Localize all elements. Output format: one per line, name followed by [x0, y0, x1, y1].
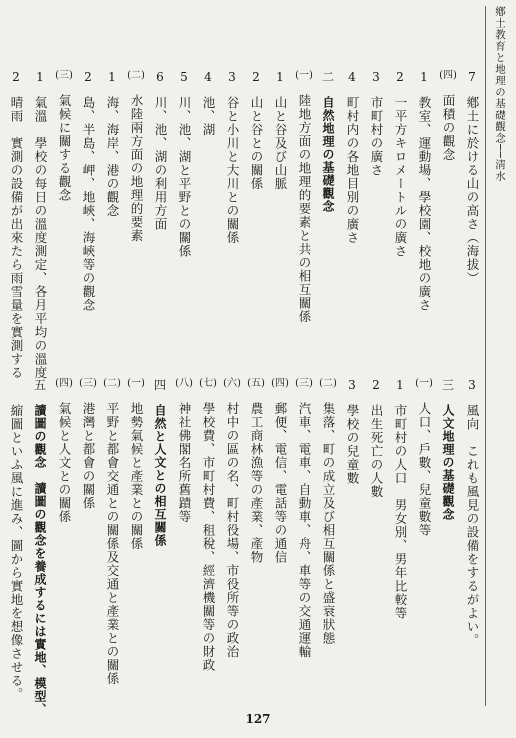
item-text: 川、池、湖の利用方面: [153, 96, 168, 231]
item-number: (六): [223, 378, 241, 389]
item-number: 2: [252, 70, 260, 84]
item-number: 2: [12, 70, 20, 84]
item-text: 鄕土に於ける山の高さ（海拔）: [465, 96, 480, 285]
text-column: [340, 378, 364, 703]
text-column: [196, 378, 220, 703]
text-column: [100, 378, 124, 703]
text-column: [76, 378, 100, 703]
item-text: 一平方キロメートルの廣さ: [393, 96, 408, 258]
text-column: [52, 378, 76, 703]
text-column: [124, 70, 148, 370]
item-text: 島、半島、岬、地峽、海峽等の觀念: [81, 96, 96, 312]
text-column: [28, 70, 52, 380]
text-column: [100, 70, 124, 370]
text-column: [268, 70, 292, 370]
item-number: (二): [319, 378, 337, 389]
item-number: (二): [103, 378, 121, 389]
item-number: (三): [55, 70, 73, 81]
text-column: [4, 378, 28, 703]
item-number: 1: [396, 378, 404, 392]
item-number: 3: [372, 70, 380, 84]
upper-text-block: [9, 70, 484, 380]
item-number: 3: [348, 378, 356, 392]
item-text: 農工商林漁等の產業、產物: [249, 402, 264, 564]
item-text: 學校の兒童數: [345, 404, 360, 485]
text-column: [76, 70, 100, 370]
text-column: [268, 378, 292, 703]
item-text: 市町村の人口 男女別、男年比較等: [393, 404, 408, 620]
item-text: 川、池、湖と平野との關係: [177, 96, 192, 258]
section-heading: 自然地理の基礎觀念: [321, 96, 335, 213]
item-text: 教室、運動場、學校園、校地の廣さ: [417, 96, 432, 312]
item-text: 地勢氣候と產業との關係: [129, 402, 144, 551]
item-text: 汽車、電車、自動車、舟、車等の交通運輸: [297, 402, 312, 659]
item-text: 市町村の廣さ: [369, 96, 384, 177]
item-number: (四): [55, 378, 73, 389]
item-number: 1: [36, 70, 44, 84]
item-text: 村中の區の名、町村役場、市役所等の政治: [225, 402, 240, 659]
item-number: 2: [396, 70, 404, 84]
text-column: [124, 378, 148, 703]
text-column: [52, 70, 76, 370]
item-text: 水陸兩方面の地理的要素: [129, 94, 144, 243]
page-number: 127: [245, 712, 271, 726]
text-column: [4, 70, 28, 380]
text-column: [388, 378, 412, 703]
text-column: [28, 378, 52, 716]
item-text: 集落、町の成立及び相互關係と盛衰狀態: [321, 402, 336, 645]
item-text: 氣候に關する觀念: [57, 94, 72, 202]
item-text: 池、湖: [201, 96, 216, 137]
item-number: 1: [108, 70, 116, 84]
section-number: 四: [153, 378, 166, 392]
item-number: (一): [127, 378, 145, 389]
item-number: 7: [468, 70, 476, 84]
item-number: 1: [276, 70, 284, 84]
section-number: 五: [33, 378, 46, 392]
item-text: 人口、戶數、兒童數等: [417, 402, 432, 537]
item-number: 6: [156, 70, 164, 84]
item-number: 3: [228, 70, 236, 84]
section-heading: 人文地理の基礎觀念: [441, 404, 455, 521]
item-text: 學校費、市町村費、租稅、經濟機關等の財政: [201, 402, 216, 672]
item-number: (七): [199, 378, 217, 389]
item-text: 面積の觀念: [441, 94, 456, 162]
text-column: [292, 70, 316, 370]
item-text: 谷と小川と大川との關係: [225, 96, 240, 245]
item-number: (三): [295, 378, 313, 389]
item-number: (三): [79, 378, 97, 389]
item-number: (一): [415, 378, 433, 389]
item-text: 港灣と都會の關係: [81, 402, 96, 510]
section-number: 三: [441, 378, 454, 392]
item-text: 晴雨 實測の設備が出來たら雨雪量を實測する: [9, 96, 24, 380]
text-column: [388, 70, 412, 370]
text-column: [244, 378, 268, 703]
item-number: 3: [468, 378, 476, 392]
item-number: 2: [372, 378, 380, 392]
item-number: 5: [180, 70, 188, 84]
item-number: (四): [271, 378, 289, 389]
text-column: [148, 378, 172, 703]
text-column: [220, 378, 244, 703]
item-text: 風向 これも風見の設備をするがよい。: [465, 404, 480, 647]
item-text: 郵便、電信、電話等の通信: [273, 402, 288, 564]
text-column: [364, 378, 388, 703]
item-number: (四): [439, 70, 457, 81]
text-column: [412, 378, 436, 703]
item-text: 氣候と人文との關係: [57, 402, 72, 524]
running-header: 鄕土教育と地理の基礎觀念──淸水: [494, 6, 506, 182]
item-text: 海、海岸、港の觀念: [105, 96, 120, 218]
text-column: [340, 70, 364, 370]
text-column: [436, 378, 460, 703]
text-column: [364, 70, 388, 370]
text-column: [148, 70, 172, 370]
item-number: (一): [295, 70, 313, 81]
text-column: [436, 70, 460, 370]
item-text: 町村内の各地目別の廣さ: [345, 96, 360, 245]
item-number: 4: [348, 70, 356, 84]
item-text: 縮圖といふ風に進み、圖から實地を想像させる。: [9, 404, 24, 701]
text-column: [244, 70, 268, 370]
text-column: [292, 378, 316, 703]
item-number: (五): [247, 378, 265, 389]
item-text: 出生死亡の人數: [369, 404, 384, 499]
text-column: [412, 70, 436, 370]
item-text: 氣溫 學校の每日の溫度測定、各月平均の溫度: [33, 96, 48, 380]
item-text: 平野と都會交通との關係及交通と產業との關係: [105, 402, 120, 686]
item-text: 陸地方面の地理的要素と共の相互關係: [297, 94, 312, 324]
item-number: 2: [84, 70, 92, 84]
text-column: [196, 70, 220, 370]
item-number: (二): [127, 70, 145, 81]
text-column: [316, 378, 340, 703]
text-column: [172, 378, 196, 703]
section-heading: 自然と人文との相互關係: [153, 404, 167, 547]
item-number: 4: [204, 70, 212, 84]
section-heading: 讀圖の觀念 讀圖の觀念を養成するには實地、模型、: [33, 404, 47, 716]
lower-text-block: [9, 378, 484, 716]
text-column: [316, 70, 340, 370]
item-text: 山と谷との關係: [249, 96, 264, 191]
item-text: 山と谷及び山脈: [273, 96, 288, 191]
header-rule: [485, 6, 486, 706]
text-column: [460, 70, 484, 370]
item-text: 神社佛閣名所舊蹟等: [177, 402, 192, 524]
text-column: [220, 70, 244, 370]
text-column: [460, 378, 484, 703]
text-column: [172, 70, 196, 370]
item-number: 1: [420, 70, 428, 84]
item-number: (八): [175, 378, 193, 389]
section-number: 二: [321, 70, 334, 84]
